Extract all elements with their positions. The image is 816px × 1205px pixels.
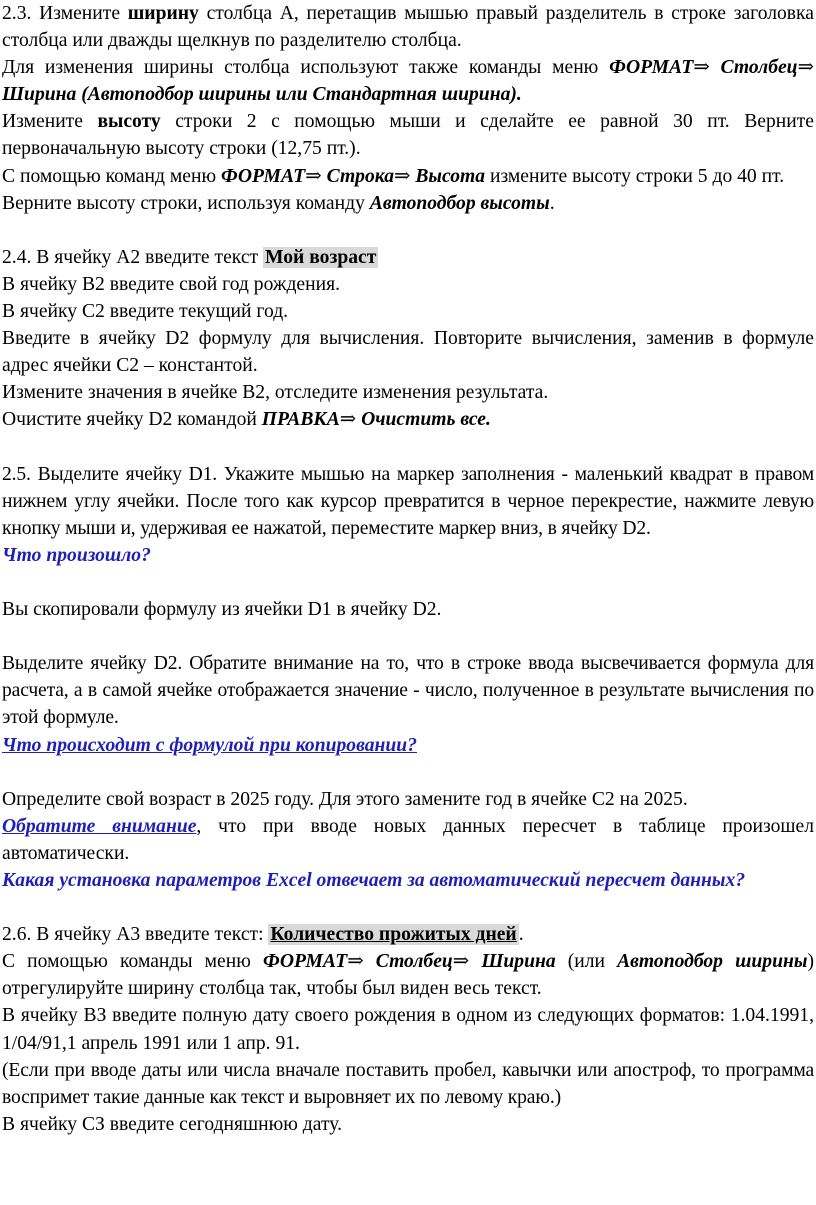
paragraph-select-d2: Выделите ячейку D2. Обратите внимание на то, что в строке ввода высвечивается формула для расчета, а в самой ячейке отображается значение - число, полученное в результате вычисления по этой формуле. — [2, 653, 814, 729]
text: . — [518, 924, 524, 946]
question-what-happened — [2, 542, 814, 569]
text: 2.4. В ячейку А2 введите текст — [2, 246, 263, 268]
paragraph-2-3-width — [2, 0, 814, 54]
text: Верните высоту строки, используя команду — [2, 192, 370, 214]
attention-text: Обратите внимание — [2, 815, 197, 837]
text: (или — [555, 951, 618, 973]
arrow-icon: ⇒ — [347, 951, 364, 973]
text: 2.3. Измените — [2, 3, 128, 24]
arrow-icon: ⇒ — [305, 165, 322, 187]
text: Для изменения ширины столбца используют также команды меню — [2, 57, 610, 79]
keyword-height: высоту — [97, 111, 161, 133]
paragraph-height — [2, 108, 814, 162]
question-recalc — [2, 867, 814, 894]
text: Очистите ячейку D2 командой — [2, 409, 262, 431]
text: . — [549, 192, 555, 214]
spacer — [2, 569, 814, 596]
paragraph-age-2025: Определите свой возраст в 2025 году. Для этого замените год в ячейке С2 на 2025. — [2, 788, 688, 810]
menu-width: Ширина — [481, 951, 556, 973]
menu-row: Строка — [326, 165, 395, 187]
spacer — [2, 217, 814, 244]
paragraph-autofit-height — [2, 190, 814, 217]
text: С помощью команды меню — [2, 951, 263, 973]
question-text: Что происходит с формулой при копировании? — [2, 734, 417, 756]
menu-column: Столбец — [375, 951, 453, 973]
paragraph-column-width-menu — [2, 948, 814, 1002]
spacer — [2, 894, 814, 921]
paragraph-d2-formula: Введите в ячейку D2 формулу для вычисления. Повторите вычисления, заменив в формуле адрес ячейки С2 – константой. — [2, 328, 814, 377]
paragraph-b2: В ячейку В2 введите свой год рождения. — [2, 273, 340, 295]
text: ) отрегулируйте ширину столбца так, чтобы был виден весь текст. — [2, 951, 814, 1000]
text: Измените — [2, 111, 98, 133]
spacer — [2, 759, 814, 786]
paragraph-attention — [2, 813, 814, 867]
spacer — [2, 434, 814, 461]
highlight-my-age: Мой возраст — [264, 246, 377, 268]
paragraph-b2-change: Измените значения в ячейке В2, отследите изменения результата. — [2, 382, 549, 404]
arrow-icon: ⇒ — [394, 165, 411, 187]
question-text: Что произошло? — [2, 544, 151, 566]
paragraph-note-text: (Если при вводе даты или числа вначале поставить пробел, кавычки или апостроф, то программа воспримет такие данные как текст и выровняет их по левому краю.) — [2, 1059, 814, 1108]
text: , что при вводе новых данных пересчет в таблице произошел автоматически. — [2, 815, 814, 864]
menu-format: ФОРМАТ — [221, 165, 306, 187]
command-autofit-height: Автоподбор высоты — [369, 192, 550, 214]
spacer — [2, 623, 814, 650]
paragraph-2-4 — [2, 244, 814, 271]
text: 2.6. В ячейку А3 введите текст: — [2, 924, 269, 946]
text: столбца А, перетащив мышью правый разделитель в строке заголовка столбца или дважды щелкнув по разделителю столбца. — [2, 3, 814, 52]
menu-height: Высота — [415, 165, 486, 187]
keyword-width: ширину — [127, 3, 199, 24]
paragraph-birth-date: В ячейку ВЗ введите полную дату своего рождения в одном из следующих форматов: 1.04.1991, 1/04/91,1 апрель 1991 или 1 апр. 91. — [2, 1005, 814, 1054]
paragraph-2-5: 2.5. Выделите ячейку D1. Укажите мышью на маркер заполнения - маленький квадрат в правом нижнем углу ячейки. После того как курсор превратится в черное перекрестие, нажмите левую кнопку мыши и, удерживая ее нажатой, переместите маркер вниз, в ячейку D2. — [2, 463, 814, 539]
arrow-icon: ⇒ — [452, 951, 470, 973]
paragraph-c2: В ячейку С2 введите текущий год. — [2, 301, 289, 323]
menu-width: Ширина (Автоподбор ширины или Стандартная ширина). — [2, 84, 522, 106]
highlight-days-lived: Количество прожитых дней — [270, 924, 517, 946]
paragraph-today-date: В ячейку СЗ введите сегодняшнюю дату. — [2, 1113, 342, 1135]
menu-column: Столбец — [720, 57, 798, 79]
arrow-icon: ⇒ — [797, 57, 814, 79]
text: измените высоту строки 5 до 40 пт. — [485, 165, 785, 187]
menu-clear-all: Очистить все. — [361, 409, 491, 431]
question-text: Какая установка параметров Excel отвечает за автоматический пересчет данных? — [2, 870, 746, 891]
paragraph-clear — [2, 406, 814, 433]
answer-copied: Вы скопировали формулу из ячейки D1 в ячейку D2. — [2, 599, 442, 621]
menu-format: ФОРМАТ — [262, 951, 348, 973]
text: С помощью команд меню — [2, 165, 222, 187]
text: строки 2 с помощью мыши и сделайте ее равной 30 пт. Верните первоначальную высоту строки (12,75 пт.). — [2, 111, 814, 160]
menu-edit: ПРАВКА — [261, 409, 340, 431]
arrow-icon: ⇒ — [693, 57, 710, 79]
paragraph-width-menu — [2, 54, 814, 108]
paragraph-2-6 — [2, 921, 814, 948]
question-formula-copy — [2, 732, 814, 759]
arrow-icon: ⇒ — [339, 409, 357, 431]
menu-autofit-width: Автоподбор ширины — [617, 951, 808, 973]
menu-format: ФОРМАТ — [609, 57, 694, 79]
paragraph-height-menu — [2, 163, 814, 190]
